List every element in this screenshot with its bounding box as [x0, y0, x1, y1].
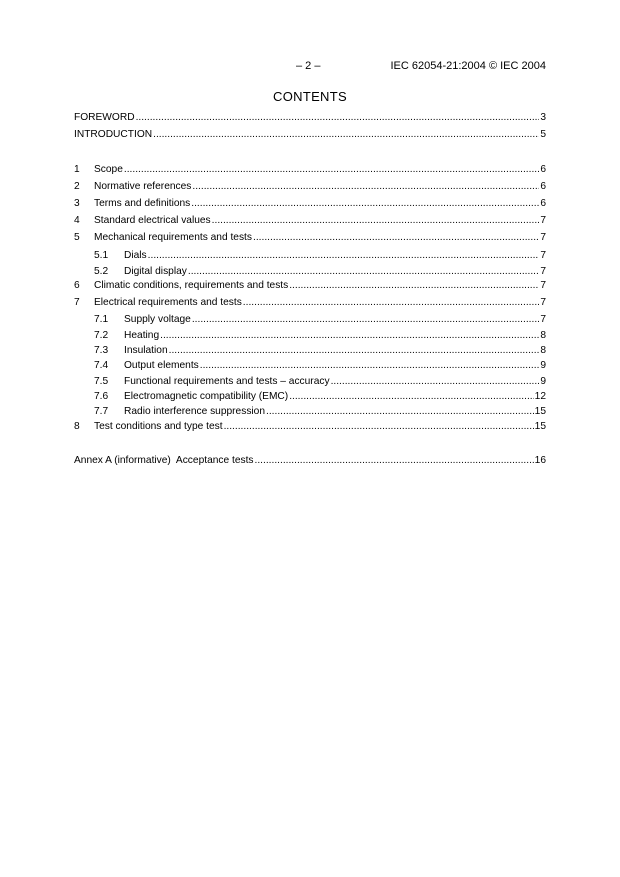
toc-leader-dots — [191, 198, 539, 209]
toc-entry[interactable] — [74, 391, 546, 405]
toc-entry-title: Heating — [124, 330, 160, 341]
toc-entry-title: Scope — [94, 164, 123, 175]
toc-entry-title: INTRODUCTION — [74, 129, 153, 140]
toc-entry-number: 1 — [74, 164, 80, 175]
toc-entry[interactable] — [74, 421, 546, 435]
toc-entry-title: Standard electrical values — [94, 215, 211, 226]
toc-entry-page: 6 — [540, 164, 546, 175]
toc-entry[interactable] — [74, 198, 546, 212]
toc-entry-title: Digital display — [124, 266, 187, 277]
page-title: CONTENTS — [273, 89, 347, 104]
toc-entry-title: Dials — [124, 250, 147, 261]
toc-leader-dots — [289, 280, 539, 291]
page-number: – 2 – — [296, 60, 321, 72]
toc-entry[interactable] — [74, 181, 546, 195]
toc-entry[interactable] — [74, 406, 546, 420]
toc-entry[interactable] — [74, 345, 546, 359]
toc-leader-dots — [212, 215, 540, 226]
toc-entry-page: 9 — [540, 360, 546, 371]
toc-entry-title: Mechanical requirements and tests — [94, 232, 252, 243]
toc-entry-number: 5.1 — [94, 250, 109, 261]
toc-entry-page: 3 — [540, 112, 546, 123]
toc-leader-dots — [266, 406, 534, 417]
toc-entry-number: 5 — [74, 232, 80, 243]
toc-entry-number: 2 — [74, 181, 80, 192]
toc-entry[interactable] — [74, 376, 546, 390]
toc-entry-number: 7.4 — [94, 360, 109, 371]
toc-entry-title: FOREWORD — [74, 112, 135, 123]
toc-entry[interactable] — [74, 215, 546, 229]
toc-entry-number: 7.2 — [94, 330, 109, 341]
toc-entry-page: 7 — [540, 297, 546, 308]
toc-entry-page: 6 — [540, 198, 546, 209]
toc-entry-page: 7 — [540, 314, 546, 325]
toc-entry-page: 8 — [540, 345, 546, 356]
toc-entry-page: 15 — [534, 406, 546, 417]
toc-entry-title: Electromagnetic compatibility (EMC) — [124, 391, 289, 402]
toc-entry-number: 7.5 — [94, 376, 109, 387]
toc-entry[interactable] — [74, 360, 546, 374]
toc-entry[interactable] — [74, 314, 546, 328]
toc-leader-dots — [192, 314, 539, 325]
toc-leader-dots — [153, 129, 539, 140]
toc-entry-title: Insulation — [124, 345, 168, 356]
page-header — [0, 60, 620, 76]
toc-entry-title: Output elements — [124, 360, 199, 371]
toc-leader-dots — [289, 391, 533, 402]
toc-entry-title: Radio interference suppression — [124, 406, 266, 417]
toc-entry[interactable] — [74, 455, 546, 469]
toc-leader-dots — [136, 112, 540, 123]
toc-leader-dots — [169, 345, 540, 356]
toc-entry-number: 7.3 — [94, 345, 109, 356]
toc-leader-dots — [160, 330, 539, 341]
toc-entry[interactable] — [74, 112, 546, 126]
toc-entry-title: Annex A (informative) Acceptance tests — [74, 455, 254, 466]
toc-leader-dots — [148, 250, 540, 261]
toc-entry-page: 9 — [540, 376, 546, 387]
toc-entry-page: 8 — [540, 330, 546, 341]
toc-entry[interactable] — [74, 232, 546, 246]
toc-entry-page: 16 — [534, 455, 546, 466]
toc-entry[interactable] — [74, 250, 546, 264]
toc-entry-page: 7 — [540, 215, 546, 226]
toc-leader-dots — [124, 164, 539, 175]
toc-entry-title: Supply voltage — [124, 314, 191, 325]
toc-entry-title: Electrical requirements and tests — [94, 297, 242, 308]
toc-entry[interactable] — [74, 266, 546, 280]
toc-entry-title: Test conditions and type test — [94, 421, 223, 432]
toc-entry-page: 7 — [540, 232, 546, 243]
toc-entry[interactable] — [74, 297, 546, 311]
toc-entry-number: 7.1 — [94, 314, 109, 325]
toc-entry-page: 7 — [540, 250, 546, 261]
toc-entry-page: 7 — [540, 280, 546, 291]
toc-entry[interactable] — [74, 129, 546, 143]
toc-entry-number: 7 — [74, 297, 80, 308]
toc-entry-title: Terms and definitions — [94, 198, 191, 209]
toc-entry-page: 5 — [540, 129, 546, 140]
toc-leader-dots — [192, 181, 539, 192]
toc-entry-number: 4 — [74, 215, 80, 226]
toc-entry-number: 7.7 — [94, 406, 109, 417]
toc-entry-title: Functional requirements and tests – accuracy — [124, 376, 330, 387]
toc-entry[interactable] — [74, 280, 546, 294]
toc-entry-number: 8 — [74, 421, 80, 432]
toc-entry-number: 6 — [74, 280, 80, 291]
toc-entry[interactable] — [74, 330, 546, 344]
toc-entry-page: 15 — [534, 421, 546, 432]
toc-entry-title: Climatic conditions, requirements and tests — [94, 280, 289, 291]
toc-entry-number: 3 — [74, 198, 80, 209]
toc-entry-title: Normative references — [94, 181, 192, 192]
toc-entry[interactable] — [74, 164, 546, 178]
toc-leader-dots — [243, 297, 540, 308]
toc-leader-dots — [331, 376, 540, 387]
toc-entry-number: 7.6 — [94, 391, 109, 402]
toc-entry-page: 12 — [534, 391, 546, 402]
toc-entry-page: 6 — [540, 181, 546, 192]
toc-entry-page: 7 — [540, 266, 546, 277]
toc-leader-dots — [224, 421, 534, 432]
standard-identifier: IEC 62054-21:2004 © IEC 2004 — [390, 60, 546, 72]
toc-leader-dots — [255, 455, 534, 466]
toc-leader-dots — [200, 360, 540, 371]
toc-leader-dots — [188, 266, 539, 277]
toc-entry-number: 5.2 — [94, 266, 109, 277]
toc-leader-dots — [253, 232, 539, 243]
